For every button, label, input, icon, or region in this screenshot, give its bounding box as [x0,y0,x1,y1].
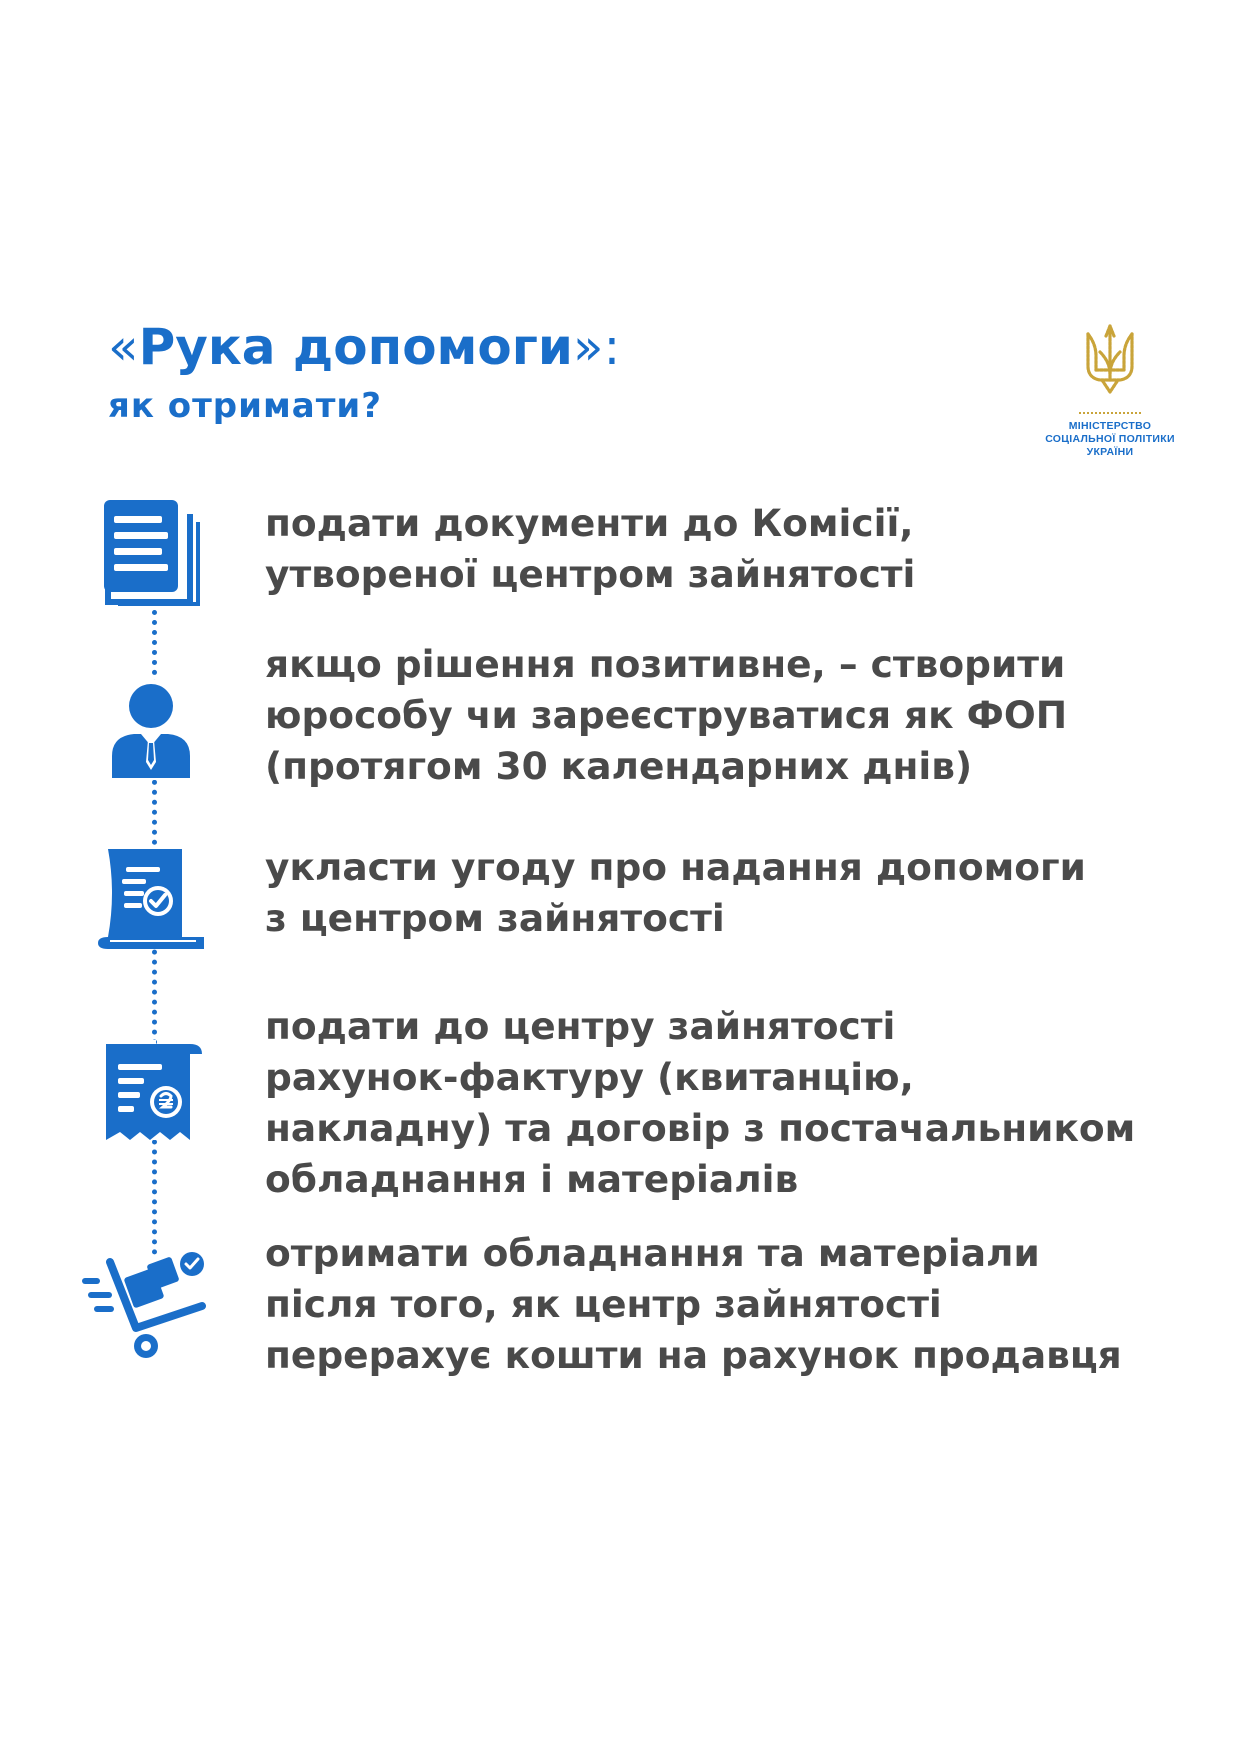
logo-org-line-2: СОЦІАЛЬНОЇ ПОЛІТИКИ [1045,433,1175,445]
invoice-receipt-icon [86,1040,216,1160]
page-header [108,318,621,426]
step-4-line-3: накладну) та договір з постачальником [265,1106,1136,1150]
page-subtitle: як отримати? [108,386,382,426]
step-4-text [265,1001,1135,1205]
businessman-icon [86,680,216,800]
step-2-line-2: юрособу чи зареєструватися як ФОП [265,693,1068,737]
step-5-line-1: отримати обладнання та матеріали [265,1231,1040,1275]
delivery-trolley-icon [80,1250,220,1370]
page-title [108,318,621,376]
step-1-line-2: утвореної центром зайнятості [265,552,916,596]
logo-org-line-3: УКРАЇНИ [1086,446,1134,458]
step-5-line-3: перерахує кошти на рахунок продавця [265,1333,1122,1377]
step-2-line-3: (протягом 30 календарних днів) [265,744,973,788]
logo-divider [1079,412,1141,414]
step-2-text [265,639,1067,792]
title-open-quote: « [108,318,139,376]
step-5-text [265,1228,1122,1381]
step-2-line-1: якщо рішення позитивне, – створити [265,642,1066,686]
trident-icon [1082,322,1138,398]
step-1-line-1: подати документи до Комісії, [265,501,914,545]
logo-org-line-1: МІНІСТЕРСТВО [1068,420,1152,432]
ministry-logo [1040,322,1180,459]
agreement-scroll-icon [86,845,216,965]
step-4-line-4: обладнання і матеріалів [265,1157,799,1201]
step-1-text [265,498,915,600]
title-text: Рука допомоги [138,318,573,376]
title-close-quote: »: [572,318,621,376]
step-3-text [265,842,1086,944]
step-5-line-2: після того, як центр зайнятості [265,1282,942,1326]
step-3-line-2: з центром зайнятості [265,896,725,940]
step-4-line-2: рахунок-фактуру (квитанцію, [265,1055,914,1099]
step-4-line-1: подати до центру зайнятості [265,1004,896,1048]
step-3-line-1: укласти угоду про надання допомоги [265,845,1086,889]
documents-icon [86,500,216,620]
